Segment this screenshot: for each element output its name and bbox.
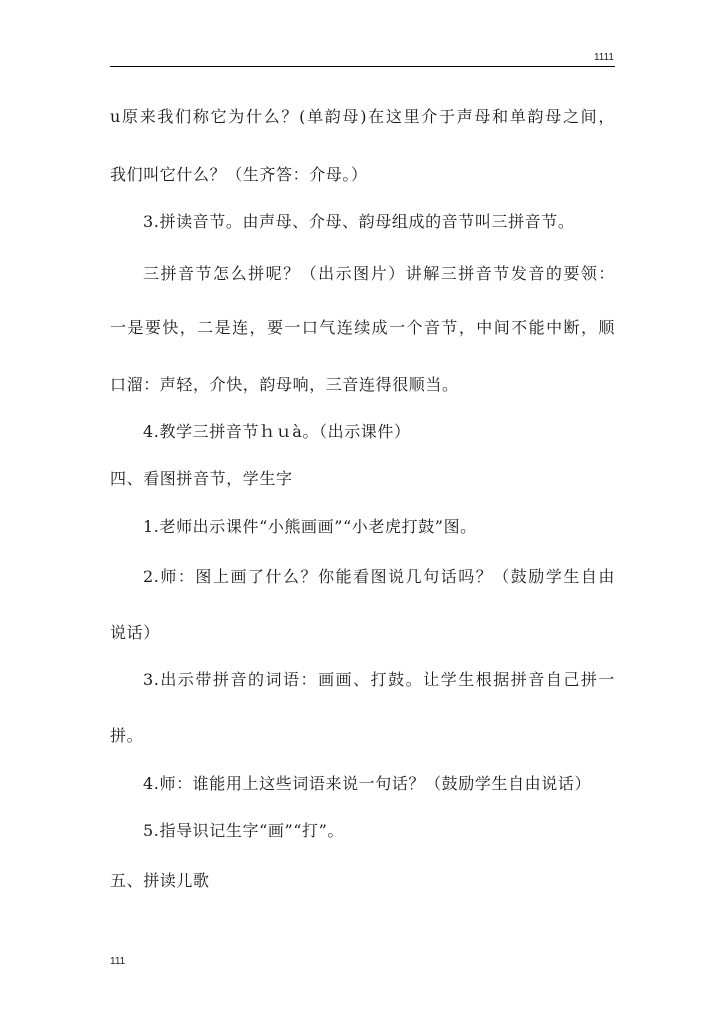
header-divider [110,66,615,67]
section-heading: 四、看图拼音节，学生字 [110,469,293,488]
paragraph-line: 3.拼读音节。由声母、介母、韵母组成的音节叫三拼音节。 [143,212,575,231]
paragraph-line: 三拼音节怎么拼呢？（出示图片）讲解三拼音节发音的要领： [143,264,615,283]
paragraph-line: 1.老师出示课件“小熊画画”“小老虎打鼓”图。 [143,517,477,536]
paragraph-line: 3.出示带拼音的词语：画画、打鼓。让学生根据拼音自己拼一 [143,670,615,689]
section-heading: 五、拼读儿歌 [110,871,210,890]
paragraph-line: 2.师：图上画了什么？你能看图说几句话吗？（鼓励学生自由 [143,567,615,586]
paragraph-line: 拼。 [110,726,144,745]
paragraph-line: 我们叫它什么？（生齐答：介母。） [110,165,368,184]
paragraph-line: 口溜：声轻，介快，韵母响，三音连得很顺当。 [110,375,459,394]
footer-page-number: 111 [110,956,126,967]
paragraph-line: 5.指导识记生字“画”“打”。 [143,821,344,840]
paragraph-line: 说话） [110,623,160,642]
paragraph-line: 4.教学三拼音节ｈｕà。（出示课件） [143,422,411,441]
paragraph-line: 4.师：谁能用上这些词语来说一句话？（鼓励学生自由说话） [143,774,592,793]
paragraph-line: u原来我们称它为什么？(单韵母)在这里介于声母和单韵母之间， [110,107,615,126]
header-page-number: 1111 [593,52,614,63]
paragraph-line: 一是要快，二是连，要一口气连续成一个音节，中间不能中断，顺 [110,318,615,337]
